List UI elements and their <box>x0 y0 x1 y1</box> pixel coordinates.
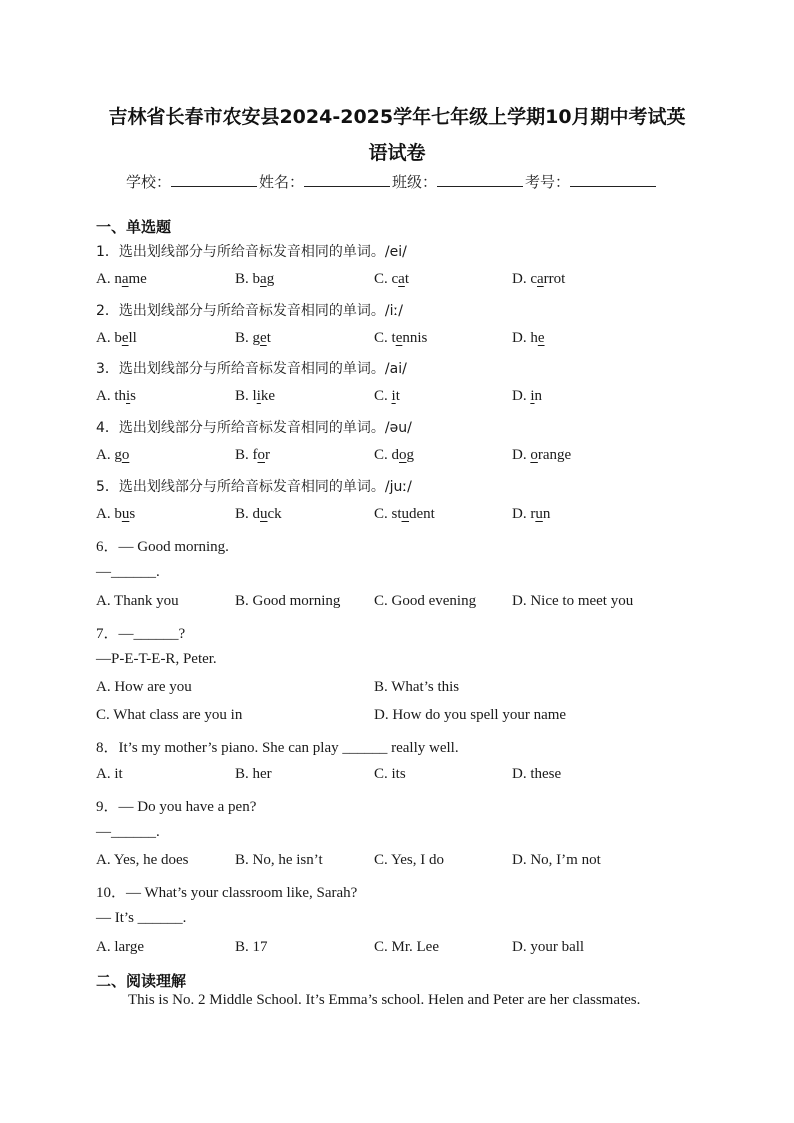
question-9-stem: 9．— Do you have a pen? <box>96 799 257 815</box>
question-10-stem: 10．— What’s your classroom like, Sarah? <box>96 885 358 901</box>
q4-option-b[interactable]: B. for <box>235 447 270 463</box>
question-1-stem: 1．选出划线部分与所给音标发音相同的单词。/ei/ <box>96 244 407 260</box>
q6-option-d[interactable]: D. Nice to meet you <box>512 593 634 609</box>
q3-option-b[interactable]: B. like <box>235 388 276 404</box>
q2-option-a[interactable]: A. bell <box>96 330 137 346</box>
school-label: 学校： <box>126 173 172 191</box>
q1-option-a[interactable]: A. name <box>96 271 147 287</box>
q3-option-a[interactable]: A. this <box>96 388 137 404</box>
q2-option-d[interactable]: D. he <box>512 330 545 346</box>
number-blank[interactable] <box>570 172 656 187</box>
class-blank[interactable] <box>437 172 523 187</box>
q10-option-d[interactable]: D. your ball <box>512 939 585 955</box>
number-label: 考号： <box>525 173 571 191</box>
q5-option-c[interactable]: C. student <box>374 506 435 522</box>
q6-option-a[interactable]: A. Thank you <box>96 593 179 609</box>
question-7-reply: —P-E-T-E-R, Peter. <box>96 651 217 667</box>
question-9-reply: —______. <box>96 824 160 840</box>
question-7-stem: 7．—______? <box>96 626 186 642</box>
question-4-stem: 4．选出划线部分与所给音标发音相同的单词。/əu/ <box>96 420 412 436</box>
section2-heading: 二、阅读理解 <box>96 972 187 990</box>
q5-option-b[interactable]: B. duck <box>235 506 282 522</box>
question-6-stem: 6．— Good morning. <box>96 539 229 555</box>
q10-option-b[interactable]: B. 17 <box>235 939 268 955</box>
q4-option-a[interactable]: A. go <box>96 447 130 463</box>
q3-option-d[interactable]: D. in <box>512 388 543 404</box>
question-8-stem: 8．It’s my mother’s piano. She can play ______ really well. <box>96 740 459 756</box>
q2-option-c[interactable]: C. tennis <box>374 330 428 346</box>
q7-option-a[interactable]: A. How are you <box>96 679 192 695</box>
q9-option-b[interactable]: B. No, he isn’t <box>235 852 323 868</box>
q8-option-d[interactable]: D. these <box>512 766 562 782</box>
q7-option-b[interactable]: B. What’s this <box>374 679 460 695</box>
q6-option-c[interactable]: C. Good evening <box>374 593 477 609</box>
exam-title-line2: 语试卷 <box>368 142 426 164</box>
q4-option-c[interactable]: C. dog <box>374 447 415 463</box>
q8-option-a[interactable]: A. it <box>96 766 123 782</box>
class-label: 班级： <box>392 173 438 191</box>
q4-option-d[interactable]: D. orange <box>512 447 572 463</box>
q3-option-c[interactable]: C. it <box>374 388 400 404</box>
q7-option-d[interactable]: D. How do you spell your name <box>374 707 567 723</box>
q8-option-c[interactable]: C. its <box>374 766 406 782</box>
question-10-reply: — It’s ______. <box>96 910 187 926</box>
q9-option-a[interactable]: A. Yes, he does <box>96 852 189 868</box>
question-2-stem: 2．选出划线部分与所给音标发音相同的单词。/iː/ <box>96 303 403 319</box>
q9-option-c[interactable]: C. Yes, I do <box>374 852 445 868</box>
reading-passage: This is No. 2 Middle School. It’s Emma’s school. Helen and Peter are her classmates. <box>128 992 641 1008</box>
q1-option-d[interactable]: D. carrot <box>512 271 566 287</box>
section1-heading: 一、单选题 <box>96 218 172 236</box>
name-label: 姓名： <box>259 173 305 191</box>
q1-option-b[interactable]: B. bag <box>235 271 275 287</box>
q10-option-a[interactable]: A. large <box>96 939 145 955</box>
q1-option-c[interactable]: C. cat <box>374 271 410 287</box>
question-6-reply: —______. <box>96 564 160 580</box>
question-5-stem: 5．选出划线部分与所给音标发音相同的单词。/juː/ <box>96 479 412 495</box>
q6-option-b[interactable]: B. Good morning <box>235 593 341 609</box>
name-blank[interactable] <box>304 172 390 187</box>
school-blank[interactable] <box>171 172 257 187</box>
q8-option-b[interactable]: B. her <box>235 766 272 782</box>
exam-title-line1: 吉林省长春市农安县2024-2025学年七年级上学期10月期中考试英 <box>108 106 686 128</box>
q2-option-b[interactable]: B. get <box>235 330 271 346</box>
question-3-stem: 3．选出划线部分与所给音标发音相同的单词。/ai/ <box>96 361 407 377</box>
q7-option-c[interactable]: C. What class are you in <box>96 707 243 723</box>
q5-option-d[interactable]: D. run <box>512 506 551 522</box>
student-info-row <box>126 171 658 192</box>
q10-option-c[interactable]: C. Mr. Lee <box>374 939 439 955</box>
q9-option-d[interactable]: D. No, I’m not <box>512 852 601 868</box>
q5-option-a[interactable]: A. bus <box>96 506 136 522</box>
